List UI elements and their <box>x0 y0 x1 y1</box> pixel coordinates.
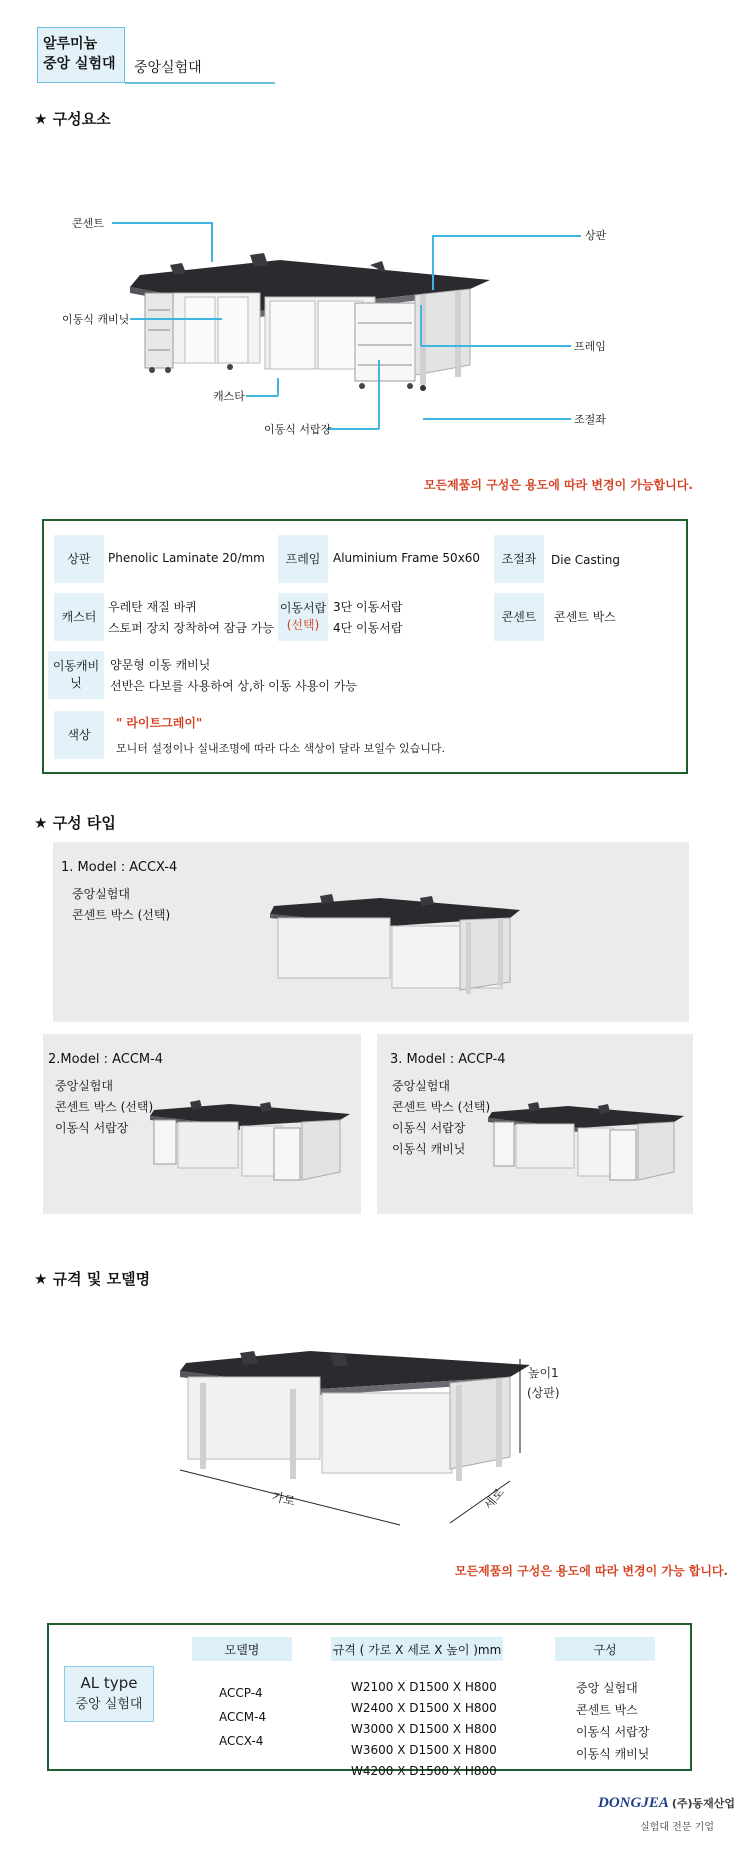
type1-line2: 콘센트 박스 (선택) <box>72 908 171 922</box>
callout-line-adjuster <box>423 418 571 420</box>
dim-depth-label: 세로 <box>481 1485 507 1513</box>
dim-height-line2: (상판) <box>527 1386 560 1400</box>
brand-company: (주)동재산업 <box>671 1797 736 1810</box>
model-type-box <box>64 1666 154 1722</box>
model-config-2: 콘센트 박스 <box>576 1703 638 1717</box>
spec-label-drawer <box>278 593 328 641</box>
type2-line3: 이동식 서랍장 <box>55 1121 129 1135</box>
callout-line-outlet-v <box>211 222 213 262</box>
type3-line3: 이동식 서랍장 <box>392 1121 466 1135</box>
callout-line-drawer-h <box>327 428 379 430</box>
brand-logo <box>598 1795 735 1812</box>
spec-value-drawer-1: 3단 이동서랍 <box>333 600 403 614</box>
model-name-2: ACCM-4 <box>219 1710 267 1724</box>
callout-frame: 프레임 <box>574 340 606 353</box>
model-config-3: 이동식 서랍장 <box>576 1725 650 1739</box>
callout-adjuster: 조절좌 <box>574 413 606 426</box>
brand-logo-text: DONGJEA <box>598 1795 669 1811</box>
callout-line-drawer-v <box>378 360 380 429</box>
section-components-title: ★ 구성요소 <box>34 110 111 128</box>
spec-label-cabinet: 이동캐비닛 <box>48 651 104 699</box>
spec-value-outlet: 콘센트 박스 <box>554 610 616 624</box>
callout-caster: 캐스타 <box>213 390 245 403</box>
model-size-3: W3000 X D1500 X H800 <box>351 1722 497 1736</box>
type1-illustration <box>270 888 530 1008</box>
model-names <box>219 1681 266 1753</box>
header-title-line2: 중앙 실험대 <box>43 56 116 72</box>
header-title-box <box>37 27 125 83</box>
callout-mobile-cabinet: 이동식 캐비닛 <box>62 313 130 326</box>
model-config-4: 이동식 캐비닛 <box>576 1747 650 1761</box>
spec-value-frame: Aluminium Frame 50x60 <box>333 551 481 565</box>
components-note: 모든제품의 구성은 용도에 따라 변경이 가능합니다. <box>424 478 693 492</box>
spec-value-top: Phenolic Laminate 20/mm <box>108 551 265 565</box>
model-head-name: 모델명 <box>192 1637 292 1661</box>
header-title-line1: 알루미늄 <box>43 36 98 52</box>
dim-height-label <box>527 1363 560 1403</box>
callout-line-outlet-h <box>112 222 212 224</box>
type3-line4: 이동식 캐비닛 <box>392 1142 466 1156</box>
model-head-config: 구성 <box>555 1637 655 1661</box>
dim-width-label: 가로 <box>270 1489 297 1509</box>
callout-line-cabinet <box>130 318 222 320</box>
specs-note: 모든제품의 구성은 용도에 따라 변경이 가능 합니다. <box>455 1564 729 1578</box>
spec-value-color-2: 모니터 설정이나 실내조명에 따라 다소 색상이 달라 보일수 있습니다. <box>116 742 445 755</box>
spec-value-caster-1: 우레탄 재질 바퀴 <box>108 600 197 614</box>
model-name-3: ACCX-4 <box>219 1734 264 1748</box>
spec-value-color <box>116 713 445 759</box>
spec-value-color-1: " 라이트그레이" <box>116 716 203 730</box>
spec-label-drawer-2: (선택) <box>286 618 320 632</box>
model-name-1: ACCP-4 <box>219 1686 263 1700</box>
spec-label-adjuster: 조절좌 <box>494 535 544 583</box>
type2-illustration <box>150 1096 355 1196</box>
spec-label-top: 상판 <box>54 535 104 583</box>
type3-lines <box>392 1076 490 1160</box>
spec-value-drawer-2: 4단 이동서랍 <box>333 621 403 635</box>
type3-title: 3. Model : ACCP-4 <box>390 1052 506 1067</box>
type3-line2: 콘센트 박스 (선택) <box>392 1100 491 1114</box>
spec-value-caster <box>108 597 274 639</box>
callout-mobile-drawer: 이동식 서랍장 <box>264 423 332 436</box>
callout-line-top-v <box>432 235 434 290</box>
dim-height-line1: 높이1 <box>527 1366 559 1380</box>
type1-title: 1. Model : ACCX-4 <box>61 860 178 875</box>
model-sizes <box>351 1677 497 1782</box>
type1-line1: 중앙실험대 <box>72 887 130 901</box>
spec-label-color: 색상 <box>54 711 104 759</box>
callout-line-caster-h <box>246 395 278 397</box>
model-head-size: 규격 ( 가로 X 세로 X 높이 )mm <box>331 1637 503 1661</box>
spec-label-frame: 프레임 <box>278 535 328 583</box>
section-types-title: ★ 구성 타입 <box>34 814 116 832</box>
type2-line1: 중앙실험대 <box>55 1079 113 1093</box>
spec-value-cabinet <box>110 655 357 697</box>
callout-line-top-h <box>433 235 581 237</box>
spec-label-caster: 캐스터 <box>54 593 104 641</box>
spec-label-outlet: 콘센트 <box>494 593 544 641</box>
model-size-5: W4200 X D1500 X H800 <box>351 1764 497 1778</box>
callout-top: 상판 <box>585 229 607 242</box>
spec-value-caster-2: 스토퍼 장치 장착하여 잠금 가능 <box>108 621 274 635</box>
header-subtitle: 중앙실험대 <box>134 60 202 76</box>
spec-table <box>42 519 688 774</box>
bench-illustration-main <box>130 245 500 420</box>
callout-outlet: 콘센트 <box>72 217 104 230</box>
callout-line-frame-v <box>420 305 422 346</box>
model-config-1: 중앙 실험대 <box>576 1681 638 1695</box>
model-size-4: W3600 X D1500 X H800 <box>351 1743 497 1757</box>
spec-value-cabinet-2: 선반은 다보를 사용하여 상,하 이동 사용이 가능 <box>110 679 357 693</box>
type2-title: 2.Model : ACCM-4 <box>48 1052 164 1067</box>
callout-line-frame-h <box>421 345 571 347</box>
model-size-1: W2100 X D1500 X H800 <box>351 1680 497 1694</box>
spec-value-drawer <box>333 597 402 639</box>
spec-value-cabinet-1: 양문형 이동 캐비닛 <box>110 658 211 672</box>
type3-illustration <box>488 1098 688 1194</box>
brand-tagline: 실험대 전문 기업 <box>640 1822 714 1833</box>
type1-lines <box>72 884 170 926</box>
section-specs-title: ★ 규격 및 모델명 <box>34 1270 151 1288</box>
type2-line2: 콘센트 박스 (선택) <box>55 1100 154 1114</box>
model-type-line1: AL type <box>80 1674 138 1692</box>
type3-line1: 중앙실험대 <box>392 1079 450 1093</box>
type2-lines <box>55 1076 153 1139</box>
callout-line-caster-v <box>277 378 279 396</box>
spec-value-adjuster: Die Casting <box>551 553 621 567</box>
header-underline <box>125 82 275 84</box>
model-configs <box>576 1677 649 1765</box>
model-type-line2: 중앙 실험대 <box>75 1697 143 1712</box>
model-table <box>47 1623 692 1778</box>
model-size-2: W2400 X D1500 X H800 <box>351 1701 497 1715</box>
spec-label-drawer-1: 이동서랍 <box>279 601 327 615</box>
